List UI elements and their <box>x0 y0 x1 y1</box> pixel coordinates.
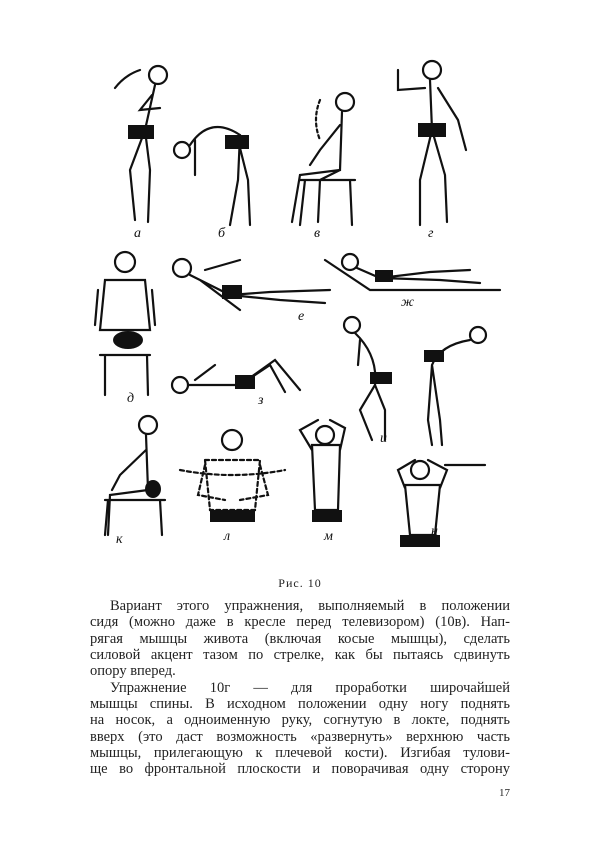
figure-z <box>172 360 300 393</box>
figure-v <box>292 93 355 225</box>
panel-label-e: е <box>298 309 305 324</box>
body-text-line: на носок, а одноименную руку, согнутую в локте, поднять <box>90 712 510 728</box>
figure-d <box>95 252 155 395</box>
panel-label-i: и <box>380 431 387 446</box>
panel-label-d: д <box>127 391 135 406</box>
figure-e <box>173 259 330 310</box>
figure-caption: Рис. 10 <box>278 576 322 590</box>
panel-label-k: к <box>116 532 123 547</box>
figure-k <box>105 416 165 535</box>
body-text-line: ще во фронтальной плоскости и поворачивая одну сторону <box>90 761 510 777</box>
panel-label-m: м <box>324 529 333 544</box>
body-text-line: силовой акцент тазом по стрелке, как бы пытаясь сдвинуть <box>90 647 510 663</box>
panel-label-zh: ж <box>401 295 415 310</box>
body-text-line: мышцы спины. В исходном положении одну ногу поднять <box>90 696 510 712</box>
figure-a <box>115 66 167 222</box>
panel-label-v: в <box>314 226 321 241</box>
body-text-line: опору вперед. <box>90 663 176 679</box>
panel-label-z: з <box>258 393 264 408</box>
body-text-line: Упражнение 10г — для проработки широчайшей <box>110 680 510 696</box>
figure-l <box>180 430 285 522</box>
body-text-line: вверх (это даст возможность «развернуть» верхнюю часть <box>90 729 510 745</box>
panel-label-n: н <box>431 524 438 539</box>
panel-label-g: г <box>428 226 434 241</box>
body-text-line: сидя (можно даже в кресле перед телевизором) (10в). Нап- <box>90 614 510 630</box>
figure-g <box>398 61 466 225</box>
figure-b <box>174 127 250 225</box>
body-text-line: мышцы, прилегающую к плечевой кости). Изгибая тулови- <box>90 745 510 761</box>
figure-m <box>300 420 345 522</box>
panel-label-a: а <box>134 226 141 241</box>
panel-label-l: л <box>224 529 231 544</box>
figure-i <box>344 317 486 445</box>
figure-zh <box>325 254 500 290</box>
page-number: 17 <box>499 787 510 799</box>
figure-n <box>398 460 485 547</box>
body-text-line: рягая мышцы живота (включая косые мышцы), сделать <box>90 631 510 647</box>
panel-label-b: б <box>218 226 226 241</box>
body-text-line: Вариант этого упражнения, выполняемый в положении <box>110 598 510 614</box>
